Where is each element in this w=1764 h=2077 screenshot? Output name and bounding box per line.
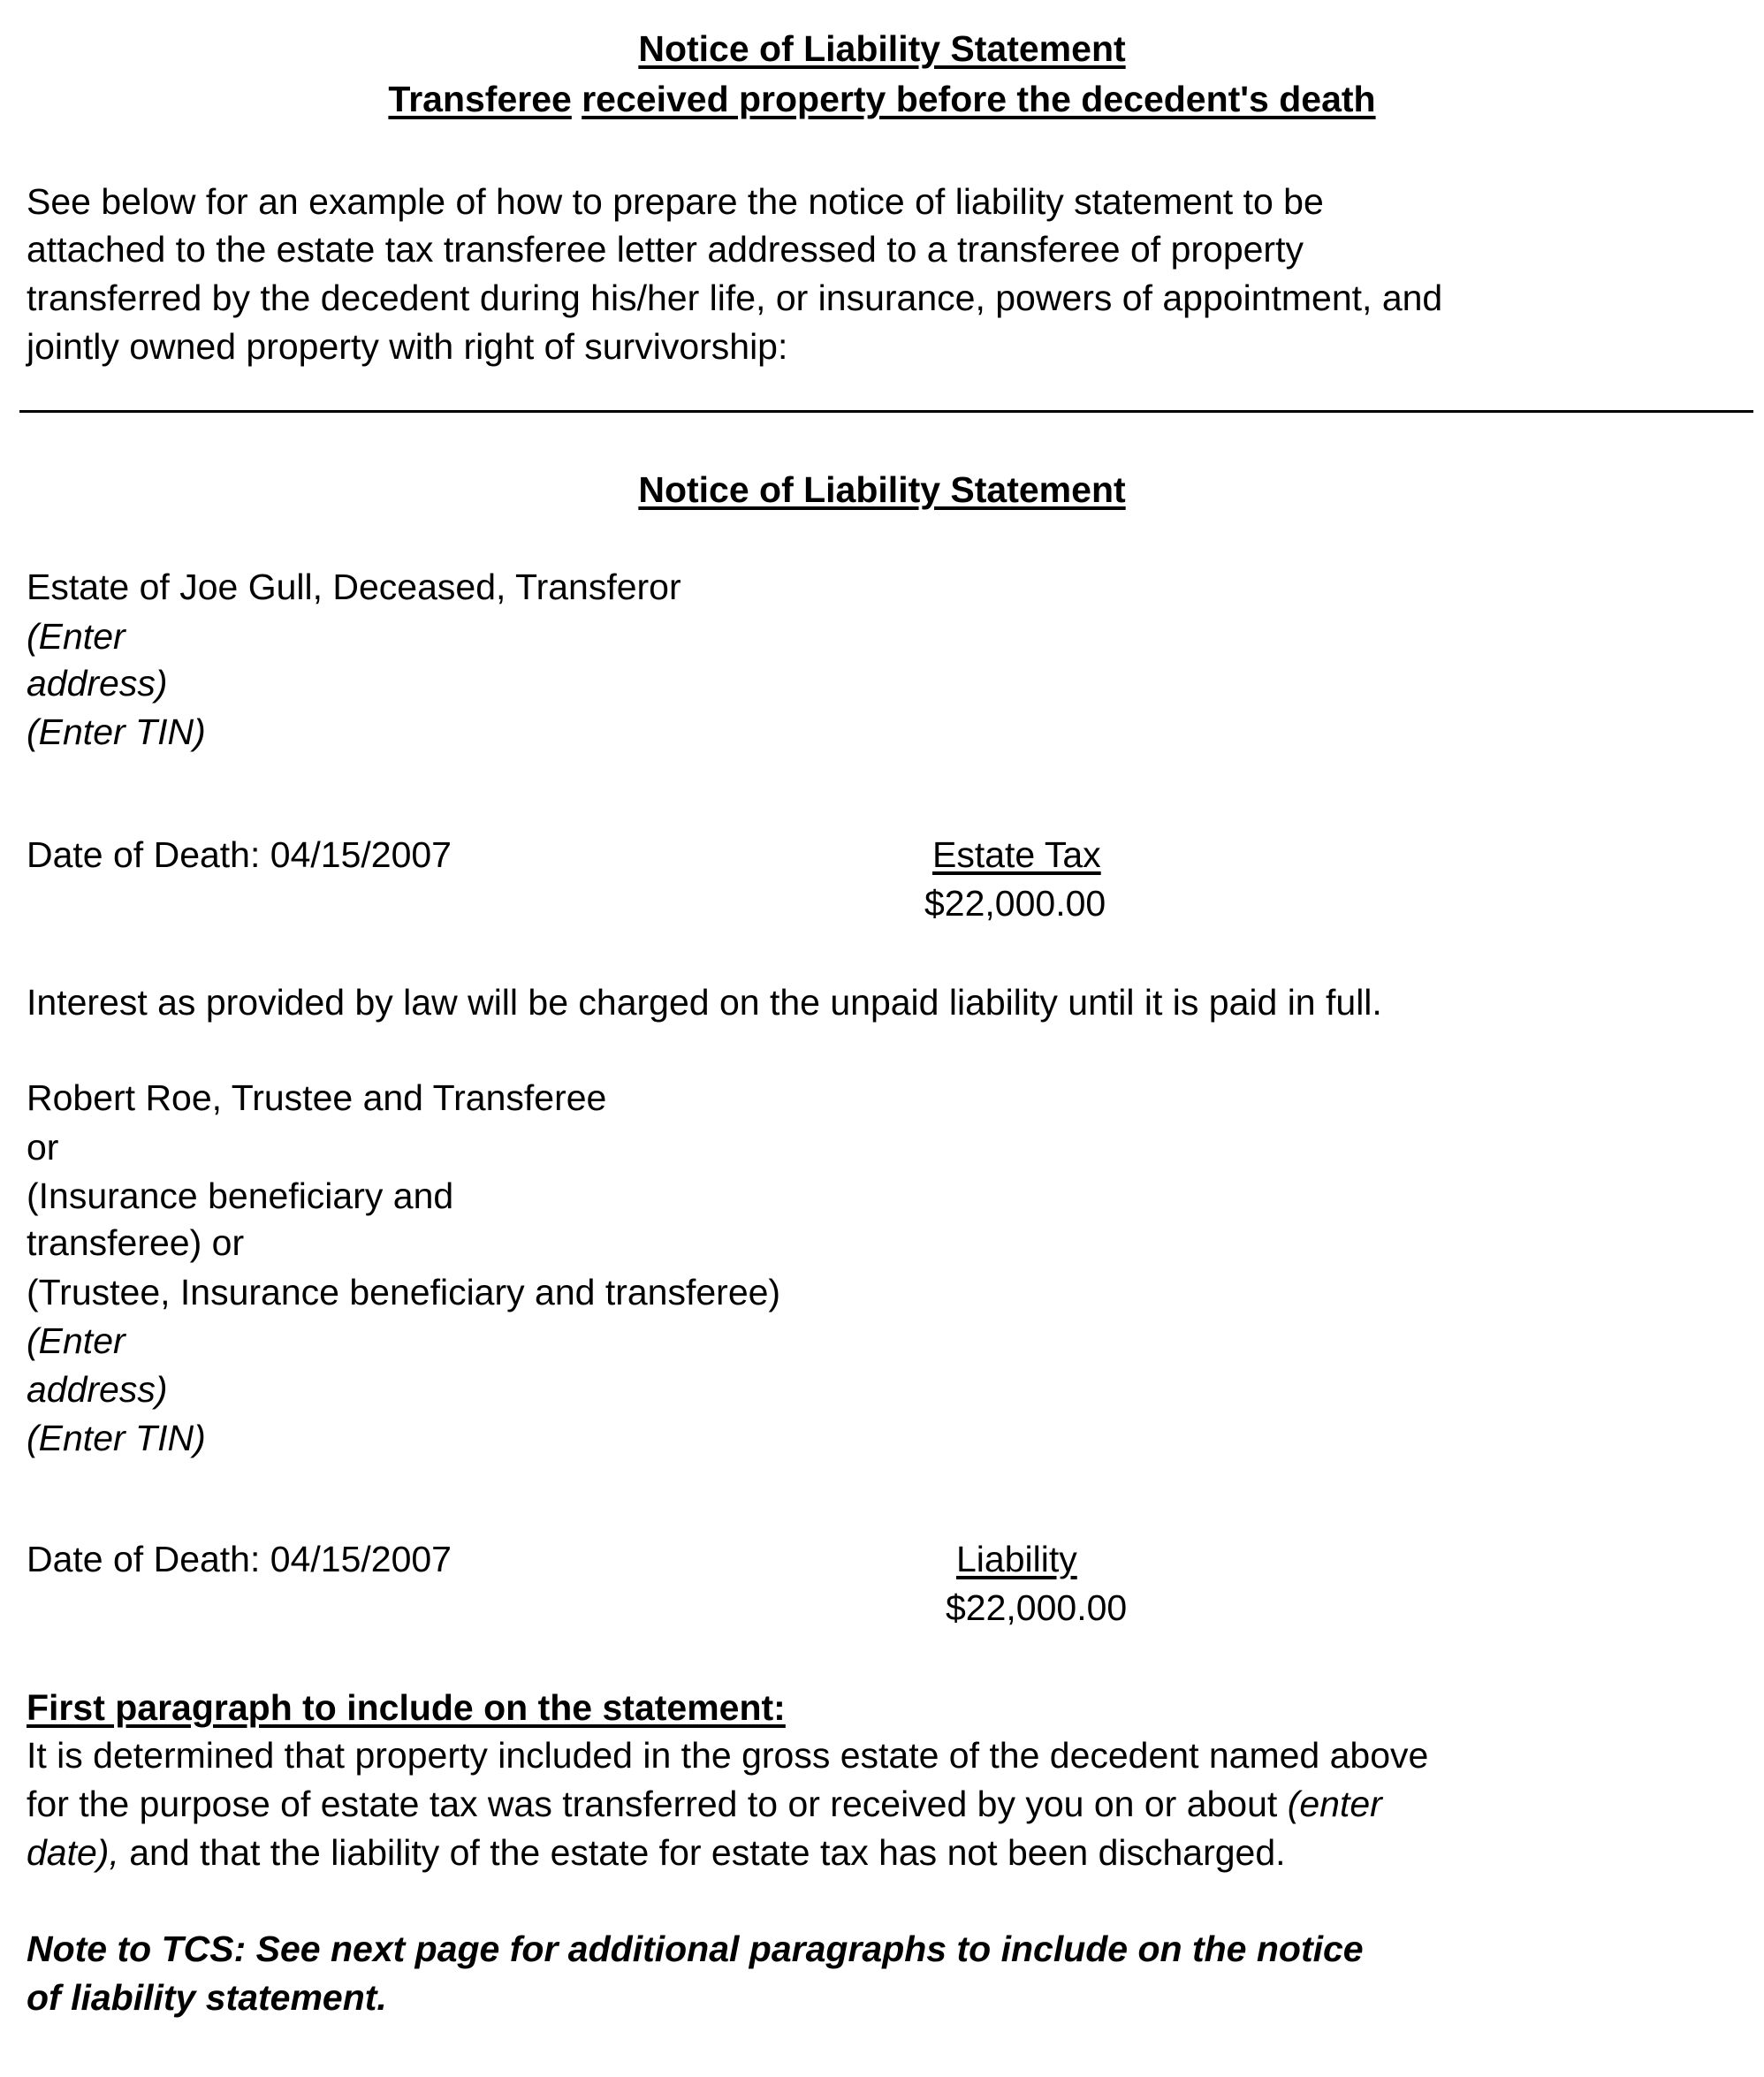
transferor-address-placeholder: address)	[27, 663, 168, 704]
liability-amount: $22,000.00	[946, 1587, 1128, 1628]
transferee-tin-placeholder: (Enter TIN)	[27, 1418, 206, 1458]
document-title: Notice of Liability Statement	[638, 28, 1126, 69]
transferor-date-of-death: Date of Death: 04/15/2007	[27, 834, 452, 875]
transferee-date-of-death: Date of Death: 04/15/2007	[27, 1539, 452, 1579]
intro-line: attached to the estate tax transferee letter addressed to a transferee of property	[27, 229, 1304, 270]
document-subtitle	[0, 77, 1764, 121]
transferor-address-placeholder: (Enter	[27, 616, 125, 657]
first-paragraph-text: for the purpose of estate tax was transferred to or received by you on or about	[27, 1784, 1288, 1824]
transferee-address-placeholder: address)	[27, 1369, 168, 1410]
transferee-address-placeholder: (Enter	[27, 1320, 125, 1361]
estate-tax-amount: $22,000.00	[924, 883, 1106, 924]
intro-line: transferred by the decedent during his/her life, or insurance, powers of appointment, and	[27, 278, 1443, 318]
estate-tax-label: Estate Tax	[932, 834, 1101, 875]
transferor-name: Estate of Joe Gull, Deceased, Transferor	[27, 567, 681, 607]
note-to-tcs: of liability statement.	[27, 1977, 387, 2018]
first-paragraph-text: and that the liability of the estate for estate tax has not been discharged.	[118, 1832, 1286, 1873]
intro-line: jointly owned property with right of survivorship:	[27, 326, 788, 367]
enter-date-placeholder: (enter	[1287, 1784, 1382, 1824]
liability-label: Liability	[956, 1539, 1077, 1579]
first-paragraph-heading: First paragraph to include on the statement:	[27, 1687, 786, 1728]
subtitle-part-2: received property before the decedent's death	[582, 79, 1376, 119]
divider	[19, 410, 1753, 413]
transferee-line: or	[27, 1127, 59, 1168]
intro-line: See below for an example of how to prepare the notice of liability statement to be	[27, 181, 1324, 222]
statement-heading: Notice of Liability Statement	[638, 469, 1126, 510]
transferee-line: transferee) or	[27, 1222, 245, 1263]
transferee-line: (Insurance beneficiary and	[27, 1175, 454, 1216]
first-paragraph-line: It is determined that property included in the gross estate of the decedent named above	[27, 1735, 1429, 1776]
first-paragraph-line	[27, 1830, 1286, 1875]
subtitle-part-1: Transferee	[388, 79, 572, 119]
transferor-tin-placeholder: (Enter TIN)	[27, 711, 206, 752]
transferee-line: Robert Roe, Trustee and Transferee	[27, 1077, 607, 1118]
first-paragraph-line	[27, 1782, 1382, 1826]
enter-date-placeholder: date),	[27, 1832, 119, 1873]
note-to-tcs: Note to TCS: See next page for additional paragraphs to include on the notice	[27, 1929, 1364, 1969]
transferee-line: (Trustee, Insurance beneficiary and transferee)	[27, 1272, 781, 1312]
interest-note: Interest as provided by law will be charged on the unpaid liability until it is paid in full.	[27, 982, 1382, 1023]
